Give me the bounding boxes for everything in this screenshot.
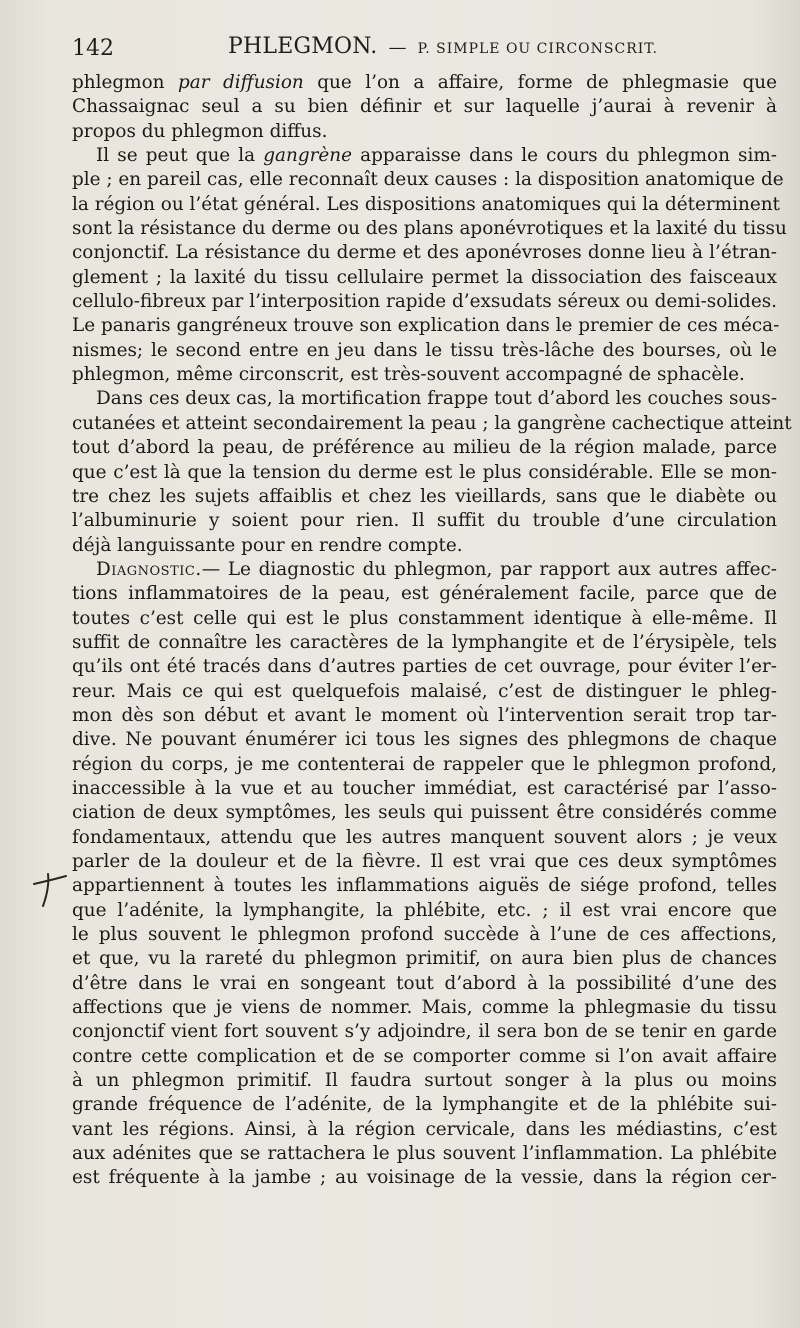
text-line: aux adénites que se rattachera le plus souvent l’inflammation. La phlébite <box>72 1143 777 1165</box>
handwritten-cross-mark-icon <box>30 870 70 910</box>
section-heading-diagnostic: Diagnostic. <box>96 558 202 580</box>
text-line: que l’adénite, la lymphangite, la phlébite, etc. ; il est vrai encore que <box>72 899 777 921</box>
text-line: la région ou l’état général. Les dispositions anatomiques qui la déterminent <box>72 193 780 215</box>
running-subtitle: P. SIMPLE OU CIRCONSCRIT. <box>417 41 659 57</box>
text-line: est fréquente à la jambe ; au voisinage de la vessie, dans la région cer- <box>72 1167 777 1189</box>
text-line: nismes; le second entre en jeu dans le tissu très-lâche des bourses, où le <box>72 339 777 361</box>
text-line: tre chez les sujets affaiblis et chez les vieillards, sans que le diabète ou <box>72 485 777 507</box>
text-line: mon dès son début et avant le moment où l’intervention serait trop tar- <box>72 704 777 726</box>
text-line: vant les régions. Ainsi, à la région cervicale, dans les médiastins, c’est <box>72 1118 777 1140</box>
text-line: inaccessible à la vue et au toucher immédiat, est caractérisé par l’asso- <box>72 777 777 799</box>
text-line: tout d’abord la peau, de préférence au milieu de la région malade, parce <box>72 437 777 459</box>
text-line: conjonctif. La résistance du derme et des aponévroses donne lieu à l’étran- <box>72 242 777 264</box>
text-line <box>72 558 777 582</box>
paragraph-mortification <box>72 387 792 557</box>
text-line: d’être dans le vrai en songeant tout d’abord à la possibilité d’une des <box>72 972 777 994</box>
text-line: ciation de deux symptômes, les seuls qui puissent être considérés comme <box>72 802 777 824</box>
text-line: parler de la douleur et de la fièvre. Il est vrai que ces deux symptômes <box>72 851 777 872</box>
text-line: glement ; la laxité du tissu cellulaire permet la dissociation des faisceaux <box>72 266 777 288</box>
italic-term: gangrène <box>263 145 353 167</box>
text-line: Chassaignac seul a su bien définir et sur laquelle j’aurai à revenir à <box>72 96 777 118</box>
paragraph-phlegmon-diffusion <box>72 71 777 144</box>
text-run: — Le diagnostic du phlegmon, par rapport aux autres affec- <box>201 558 777 580</box>
text-line: qu’ils ont été tracés dans d’autres parties de cet ouvrage, pour éviter l’er- <box>72 656 777 678</box>
body-text <box>72 71 792 1191</box>
text-run: Il se peut que la <box>96 145 264 167</box>
text-line: tions inflammatoires de la peau, est généralement facile, parce que de <box>72 583 777 605</box>
text-line: grande fréquence de l’adénite, de la lymphangite et de la phlébite sui- <box>72 1094 777 1116</box>
paragraph-diagnostic <box>72 558 777 1191</box>
text-line: Dans ces deux cas, la mortification frappe tout d’abord les couches sous- <box>96 388 778 410</box>
text-line: reur. Mais ce qui est quelquefois malaisé, c’est de distinguer le phleg- <box>72 680 777 702</box>
text-line: région du corps, je me contenterai de rappeler que le phlegmon profond, <box>72 753 777 775</box>
italic-term: par diffusion <box>178 72 304 93</box>
running-title-block <box>228 34 658 59</box>
text-line: à un phlegmon primitif. Il faudra surtout songer à la plus ou moins <box>72 1070 777 1092</box>
text-line <box>72 71 777 95</box>
text-line: suffit de connaître les caractères de la lymphangite et de l’érysipèle, tels <box>72 631 777 653</box>
text-line: que c’est là que la tension du derme est le plus considérable. Elle se mon- <box>72 461 777 483</box>
text-line: déjà languissante pour en rendre compte. <box>72 534 463 556</box>
text-line: propos du phlegmon diffus. <box>72 120 328 142</box>
page-number: 142 <box>72 36 114 61</box>
running-title: PHLEGMON. <box>228 34 378 59</box>
text-line: le plus souvent le phlegmon profond succède à l’une de ces affections, <box>72 924 777 946</box>
text-line: sont la résistance du derme ou des plans aponévrotiques et la laxité du tissu <box>72 218 787 240</box>
text-run: phlegmon <box>72 72 178 93</box>
text-line: appartiennent à toutes les inflammations aiguës de siége profond, telles <box>72 875 777 897</box>
text-line: dive. Ne pouvant énumérer ici tous les signes des phlegmons de chaque <box>72 729 777 751</box>
text-line: cutanées et atteint secondairement la peau ; la gangrène cachectique atteint <box>72 412 792 434</box>
text-line: ple ; en pareil cas, elle reconnaît deux causes : la disposition anatomique de <box>72 169 784 191</box>
text-run: que l’on a affaire, forme de phlegmasie que <box>303 72 778 93</box>
text-line: Le panaris gangréneux trouve son explication dans le premier de ces méca- <box>72 315 780 337</box>
running-header <box>72 30 776 64</box>
text-line: conjonctif vient fort souvent s’y adjoindre, il sera bon de se tenir en garde <box>72 1021 777 1043</box>
text-line <box>72 144 777 168</box>
text-line: l’albuminurie y soient pour rien. Il suffit du trouble d’une circulation <box>72 510 777 532</box>
text-line: contre cette complication et de se comporter comme si l’on avait affaire <box>72 1045 777 1067</box>
paragraph-gangrene <box>72 144 787 387</box>
text-line: fondamentaux, attendu que les autres manquent souvent alors ; je veux <box>72 826 777 848</box>
text-line: et que, vu la rareté du phlegmon primitif, on aura bien plus de chances <box>72 948 777 970</box>
text-line: cellulo-fibreux par l’interposition rapide d’exsudats séreux ou demi-solides. <box>72 291 777 313</box>
text-run: apparaisse dans le cours du phlegmon sim- <box>352 145 778 167</box>
text-line: phlegmon, même circonscrit, est très-souvent accompagné de sphacèle. <box>72 364 745 386</box>
text-line: affections que je viens de nommer. Mais, comme la phlegmasie du tissu <box>72 997 777 1019</box>
running-title-dash: — <box>388 37 407 58</box>
text-line: toutes c’est celle qui est le plus constamment identique à elle-même. Il <box>72 607 777 629</box>
